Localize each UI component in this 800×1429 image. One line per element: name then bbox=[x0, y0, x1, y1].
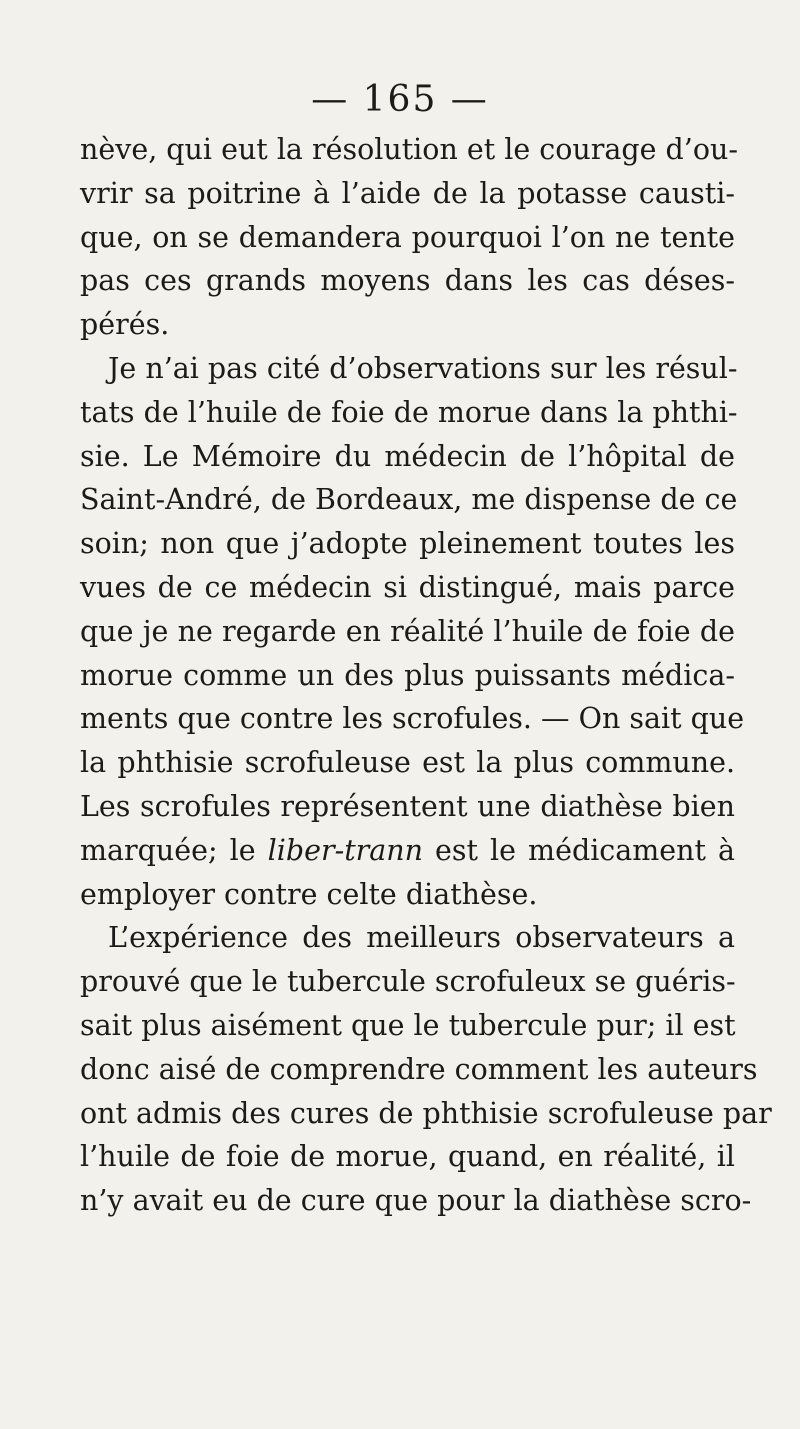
text-line: Je n’ai pas cité d’observations sur les résul- bbox=[108, 351, 738, 385]
text-line: soin; non que j’adopte pleinement toutes les bbox=[80, 527, 735, 561]
page-number: — 165 — bbox=[311, 79, 489, 120]
italic-term: liber-trann bbox=[267, 833, 424, 867]
text-line: la phthisie scrofuleuse est la plus commune. bbox=[80, 746, 735, 780]
text-line: vrir sa poitrine à l’aide de la potasse causti- bbox=[80, 176, 735, 210]
text-segment: est le médicament à bbox=[423, 833, 735, 867]
text-segment: marquée; le bbox=[80, 833, 268, 867]
text-line: Les scrofules représentent une diathèse bien bbox=[80, 789, 735, 823]
text-line: morue comme un des plus puissants médica- bbox=[80, 658, 735, 692]
text-line: Saint-André, de Bordeaux, me dispense de ce bbox=[80, 483, 738, 517]
text-line: que, on se demandera pourquoi l’on ne tente bbox=[80, 220, 735, 254]
text-line: que je ne regarde en réalité l’huile de foie de bbox=[80, 614, 735, 648]
text-line: pérés. bbox=[80, 308, 170, 342]
body-text bbox=[80, 128, 772, 1223]
text-line: ont admis des cures de phthisie scrofuleuse par bbox=[80, 1096, 772, 1130]
text-line: tats de l’huile de foie de morue dans la phthi- bbox=[80, 395, 738, 429]
text-line: n’y avait eu de cure que pour la diathèse scro- bbox=[80, 1184, 752, 1218]
text-line: pas ces grands moyens dans les cas déses- bbox=[80, 264, 735, 298]
text-line: sie. Le Mémoire du médecin de l’hôpital de bbox=[80, 439, 735, 473]
text-line: ments que contre les scrofules. — On sait que bbox=[80, 702, 745, 736]
text-line: prouvé que le tubercule scrofuleux se guéris- bbox=[80, 965, 736, 999]
text-line: nève, qui eut la résolution et le courage d’ou- bbox=[80, 133, 738, 166]
text-line: sait plus aisément que le tubercule pur; il est bbox=[80, 1008, 736, 1042]
text-line: L’expérience des meilleurs observateurs a bbox=[108, 921, 735, 955]
text-line: employer contre celte diathèse. bbox=[80, 877, 538, 911]
text-line: l’huile de foie de morue, quand, en réalité, il bbox=[80, 1140, 735, 1174]
text-line: donc aisé de comprendre comment les auteurs bbox=[80, 1052, 758, 1086]
text-line bbox=[80, 829, 735, 873]
text-line: vues de ce médecin si distingué, mais parce bbox=[80, 570, 735, 604]
